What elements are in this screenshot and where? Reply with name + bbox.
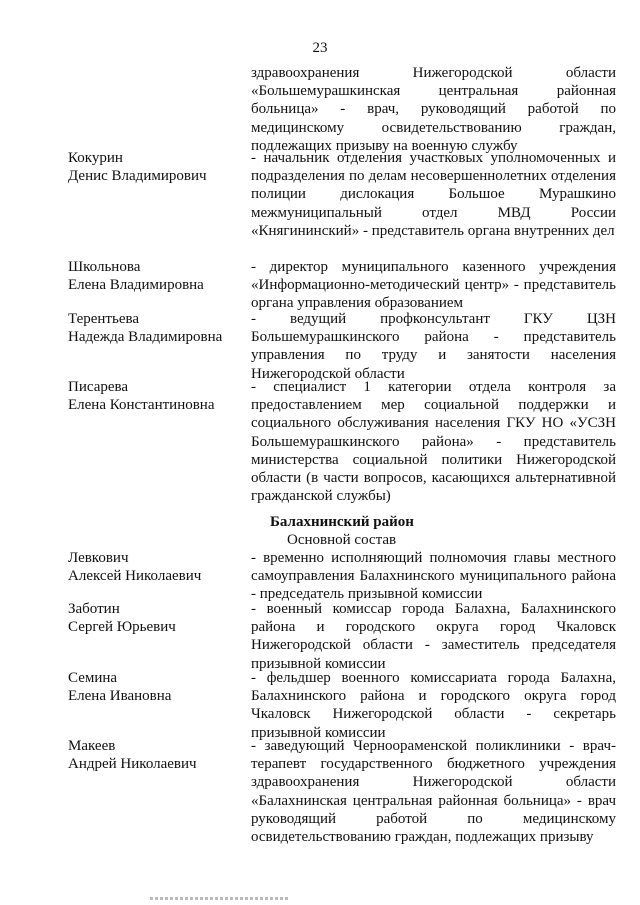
member-role: - специалист 1 категории отдела контроля за предоставлением мер социальной поддержки и социального обслуживания населения ГКУ НО «УСЗН Большемурашкинского района» - представитель министерства социальной политики Нижегородской области (в части вопросов, касающихся альтернативной гражданской службы) <box>251 379 616 505</box>
member-name <box>68 310 248 346</box>
member-role: - временно исполняющий полномочия главы местного самоуправления Балахнинского муниципального района - председатель призывной комиссии <box>251 550 616 603</box>
member-role: - начальник отделения участковых уполномоченных и подразделения по делам несовершеннолетних отделения полиции дислокация Большое Мурашкино межмуниципальный отдел МВД России «Княгининский» - представитель органа внутренних дел <box>251 150 616 239</box>
member-role: - директор муниципального казенного учреждения «Информационно-методический центр» - представитель органа управления образованием <box>251 259 616 312</box>
member-surname: Кокурин <box>68 150 123 166</box>
member-name <box>68 737 248 773</box>
member-given-name: Елена Ивановна <box>68 688 172 705</box>
member-surname: Школьнова <box>68 259 141 275</box>
member-name <box>68 669 248 705</box>
member-name <box>68 600 248 636</box>
member-surname: Писарева <box>68 379 129 395</box>
member-role: - ведущий профконсультант ГКУ ЦЗН Большемурашкинского района - представитель управления по труду и занятости населения Нижегородской области <box>251 311 616 382</box>
scan-artifact-line <box>150 897 290 900</box>
member-name <box>68 149 248 185</box>
member-surname: Семина <box>68 670 118 686</box>
member-role: - заведующий Черноораменской поликлиники - врач-терапевт государственного бюджетного учреждения здравоохранения Нижегородской области «Балахнинская центральная районная больница» - врач руководящий работой по медицинскому освидетельствованию граждан, подлежащих призыву <box>251 738 616 846</box>
continuation-text: здравоохранения Нижегородской области «Большемурашкинская центральная районная больница» - врач, руководящий работой по медицинскому освидетельствованию граждан, подлежащих призыву на военную службу <box>251 65 616 154</box>
page-number: 23 <box>312 40 328 56</box>
member-name <box>68 378 248 414</box>
member-given-name: Алексей Николаевич <box>68 568 202 585</box>
member-given-name: Елена Константиновна <box>68 397 215 414</box>
member-role: - военный комиссар города Балахна, Балахнинского района и городского округа город Чкаловск Нижегородской области - заместитель председателя призывной комиссии <box>251 601 616 672</box>
member-surname: Левкович <box>68 550 129 566</box>
member-name <box>68 258 248 294</box>
member-surname: Заботин <box>68 601 120 617</box>
member-given-name: Сергей Юрьевич <box>68 619 176 636</box>
member-surname: Терентьева <box>68 311 140 327</box>
member-given-name: Денис Владимирович <box>68 168 207 185</box>
section-title: Балахнинский район <box>270 514 414 530</box>
member-given-name: Андрей Николаевич <box>68 756 197 773</box>
member-given-name: Надежда Владимировна <box>68 329 223 346</box>
member-role: - фельдшер военного комиссариата города Балахна, Балахнинского района и городского округа город Чкаловск Нижегородской области - секретарь призывной комиссии <box>251 670 616 741</box>
section-subtitle: Основной состав <box>287 532 397 548</box>
member-name <box>68 549 248 585</box>
member-given-name: Елена Владимировна <box>68 277 204 294</box>
member-surname: Макеев <box>68 738 116 754</box>
